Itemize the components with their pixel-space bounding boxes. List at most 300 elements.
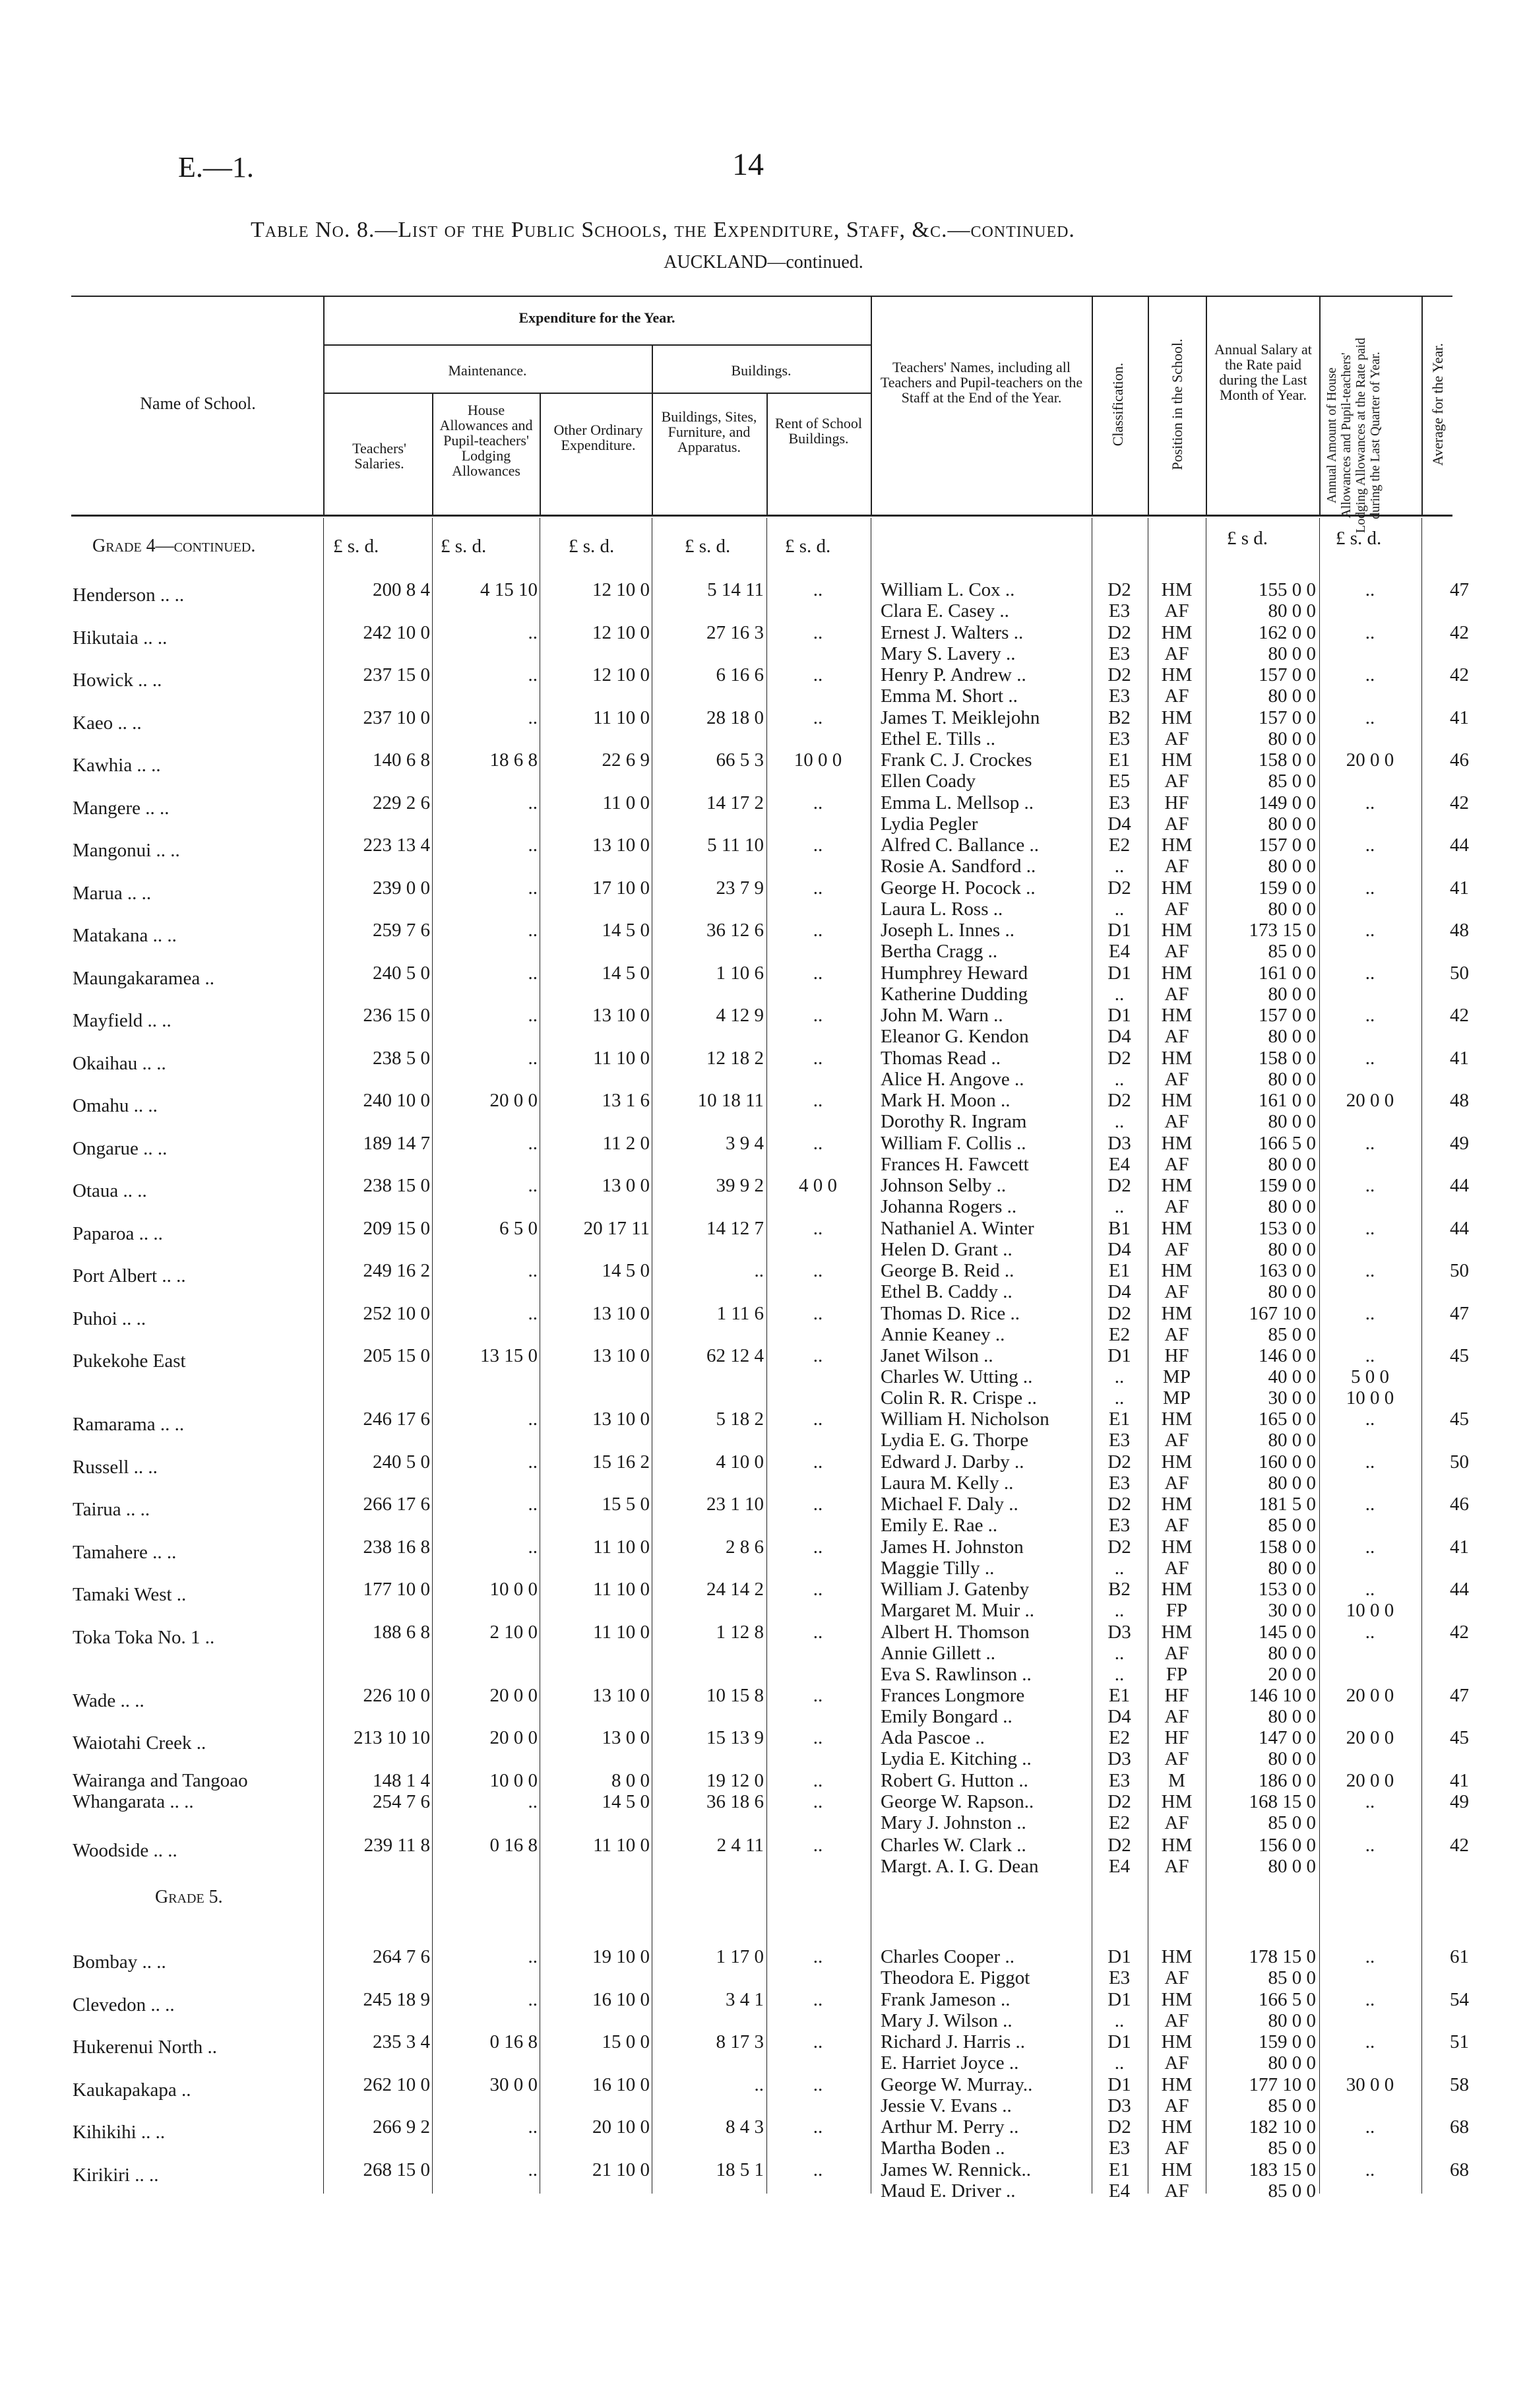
classification: D1: [1107, 920, 1131, 941]
house-allowances: ..: [528, 1005, 538, 1026]
teacher-name: Martha Boden ..: [881, 2138, 1005, 2159]
teachers-salaries: 236 15 0: [363, 1005, 430, 1026]
house-allowances: 20 0 0: [489, 1090, 538, 1111]
annual-salary: 145 0 0: [1259, 1621, 1316, 1643]
position: AF: [1164, 1153, 1189, 1175]
classification: B1: [1108, 1217, 1131, 1239]
annual-salary: 182 10 0: [1249, 2116, 1316, 2138]
teachers-salaries: 188 6 8: [373, 1621, 430, 1643]
teacher-name: William F. Collis ..: [881, 1132, 1026, 1154]
teacher-name: Emma L. Mellsop ..: [881, 792, 1034, 813]
classification: D3: [1107, 2095, 1131, 2116]
school-name: Kawhia .. ..: [73, 755, 161, 776]
annual-allowance: ..: [1365, 962, 1375, 984]
rent: ..: [813, 1946, 823, 1967]
unit-allowances: £ s. d.: [1336, 528, 1382, 549]
annual-salary: 80 0 0: [1268, 1472, 1316, 1494]
house-allowances: ..: [528, 1536, 538, 1558]
teacher-name: Rosie A. Sandford ..: [881, 856, 1036, 877]
average-attendance: 44: [1450, 835, 1469, 856]
rent: ..: [813, 1790, 823, 1812]
classification: E3: [1108, 1515, 1131, 1536]
annual-allowance: ..: [1365, 1217, 1375, 1239]
teacher-name: Frances Longmore: [881, 1684, 1025, 1706]
teachers-salaries: 246 17 6: [363, 1409, 430, 1430]
teacher-name: Annie Keaney ..: [881, 1323, 1005, 1345]
other-expenditure: 11 2 0: [602, 1132, 650, 1154]
teacher-name: Emily E. Rae ..: [881, 1515, 998, 1536]
annual-allowance: ..: [1365, 621, 1375, 643]
position: HF: [1164, 1684, 1189, 1706]
rent: ..: [813, 835, 823, 856]
other-expenditure: 13 10 0: [592, 835, 650, 856]
teachers-salaries: 209 15 0: [363, 1217, 430, 1239]
teacher-name: Nathaniel A. Winter: [881, 1217, 1034, 1239]
other-expenditure: 13 0 0: [602, 1727, 650, 1748]
annual-allowance: ..: [1365, 1790, 1375, 1812]
position: MP: [1163, 1387, 1191, 1409]
classification: D3: [1107, 1748, 1131, 1769]
classification: D4: [1107, 1026, 1131, 1047]
classification: ..: [1114, 856, 1125, 877]
school-name: Kaukapakapa ..: [73, 2079, 191, 2101]
other-expenditure: 14 5 0: [602, 962, 650, 984]
classification: D2: [1107, 1302, 1131, 1324]
teachers-salaries: 148 1 4: [373, 1769, 430, 1791]
rent: ..: [813, 2116, 823, 2138]
position: HM: [1161, 1451, 1193, 1473]
annual-allowance: ..: [1365, 1579, 1375, 1600]
other-expenditure: 14 5 0: [602, 1790, 650, 1812]
teacher-name: James W. Rennick..: [881, 2159, 1031, 2180]
classification: E2: [1108, 1727, 1131, 1748]
rent: ..: [813, 1494, 823, 1515]
annual-allowance: ..: [1365, 1621, 1375, 1643]
buildings-expenditure: ..: [754, 1260, 764, 1281]
buildings-expenditure: 19 12 0: [706, 1769, 764, 1791]
house-allowances: ..: [528, 707, 538, 728]
annual-salary: 30 0 0: [1268, 1600, 1316, 1621]
rent: ..: [813, 1451, 823, 1473]
position: HM: [1161, 920, 1193, 941]
annual-allowance: ..: [1365, 1494, 1375, 1515]
classification: D2: [1107, 2116, 1131, 2138]
teachers-salaries: 226 10 0: [363, 1684, 430, 1706]
classification: D1: [1107, 1345, 1131, 1366]
rent: ..: [813, 1684, 823, 1706]
teacher-name: Richard J. Harris ..: [881, 2031, 1026, 2052]
annual-salary: 166 5 0: [1259, 1988, 1316, 2010]
school-name: Tamaki West ..: [73, 1584, 187, 1605]
annual-allowance: 30 0 0: [1346, 2074, 1394, 2095]
other-expenditure: 11 10 0: [593, 1579, 650, 1600]
teachers-salaries: 238 15 0: [363, 1175, 430, 1196]
house-allowances: ..: [528, 1260, 538, 1281]
rent: ..: [813, 1727, 823, 1748]
col-house-allowances: House Allowances and Pupil-teachers' Lodging Allowances: [439, 402, 533, 480]
classification: E3: [1108, 1967, 1131, 1988]
annual-salary: 162 0 0: [1259, 621, 1316, 643]
position: HM: [1161, 877, 1193, 899]
other-expenditure: 17 10 0: [592, 877, 650, 899]
average-attendance: 44: [1450, 1579, 1469, 1600]
position: HM: [1161, 579, 1193, 600]
rent: ..: [813, 621, 823, 643]
buildings-expenditure: 1 12 8: [716, 1621, 764, 1643]
average-attendance: 42: [1450, 1834, 1469, 1856]
average-attendance: 42: [1450, 621, 1469, 643]
house-allowances: ..: [528, 621, 538, 643]
other-expenditure: 12 10 0: [592, 664, 650, 685]
position: HM: [1161, 2031, 1193, 2052]
buildings-expenditure: 27 16 3: [706, 621, 764, 643]
position: AF: [1164, 2095, 1189, 2116]
classification: B2: [1108, 1579, 1131, 1600]
teachers-salaries: 200 8 4: [373, 579, 430, 600]
position: AF: [1164, 1557, 1189, 1579]
average-attendance: 58: [1450, 2074, 1469, 2095]
annual-salary: 165 0 0: [1259, 1409, 1316, 1430]
annual-allowance: ..: [1365, 1302, 1375, 1324]
page-ref: E.—1.: [178, 151, 254, 183]
buildings-expenditure: 66 5 3: [716, 749, 764, 771]
house-allowances: ..: [528, 1988, 538, 2010]
rent: ..: [813, 1988, 823, 2010]
other-expenditure: 15 16 2: [592, 1451, 650, 1473]
other-expenditure: 22 6 9: [602, 749, 650, 771]
classification: D2: [1107, 1536, 1131, 1558]
teacher-name: Eva S. Rawlinson ..: [881, 1663, 1032, 1685]
classification: E3: [1108, 792, 1131, 813]
buildings-expenditure: 39 9 2: [716, 1175, 764, 1196]
annual-salary: 80 0 0: [1268, 1557, 1316, 1579]
teacher-name: Bertha Cragg ..: [881, 941, 998, 962]
position: AF: [1164, 2180, 1189, 2202]
average-attendance: 41: [1450, 1769, 1469, 1791]
teacher-name: E. Harriet Joyce ..: [881, 2052, 1019, 2074]
school-name: Bombay .. ..: [73, 1951, 166, 1973]
rent: ..: [813, 2074, 823, 2095]
position: AF: [1164, 728, 1189, 749]
other-expenditure: 13 10 0: [592, 1684, 650, 1706]
school-name: Mangonui .. ..: [73, 840, 180, 861]
col-teachers-names: Teachers' Names, including all Teachers and Pupil-teachers on the Staff at the End of the Year.: [880, 359, 1083, 406]
position: HM: [1161, 1090, 1193, 1111]
house-allowances: ..: [528, 835, 538, 856]
classification: D2: [1107, 1790, 1131, 1812]
classification: ..: [1114, 1557, 1125, 1579]
teacher-name: Arthur M. Perry ..: [881, 2116, 1019, 2138]
col-annual-salary: Annual Salary at the Rate paid during the Last Month of Year.: [1214, 341, 1312, 404]
school-name: Woodside .. ..: [73, 1839, 177, 1861]
teacher-name: Johnson Selby ..: [881, 1175, 1007, 1196]
annual-allowance: ..: [1365, 2116, 1375, 2138]
teachers-salaries: 238 16 8: [363, 1536, 430, 1558]
average-attendance: 50: [1450, 1260, 1469, 1281]
position: AF: [1164, 1238, 1189, 1260]
teacher-name: Annie Gillett ..: [881, 1642, 995, 1664]
other-expenditure: 14 5 0: [602, 920, 650, 941]
position: AF: [1164, 1855, 1189, 1877]
average-attendance: 48: [1450, 920, 1469, 941]
average-attendance: 47: [1450, 1302, 1469, 1324]
grade5-label: Grade 5.: [155, 1887, 223, 1907]
annual-salary: 147 0 0: [1259, 1727, 1316, 1748]
annual-salary: 157 0 0: [1259, 664, 1316, 685]
average-attendance: 45: [1450, 1727, 1469, 1748]
position: HF: [1164, 1345, 1189, 1366]
average-attendance: 41: [1450, 877, 1469, 899]
annual-allowance: ..: [1365, 2031, 1375, 2052]
col-position: Position in the School.: [1169, 338, 1185, 470]
classification: E4: [1108, 2180, 1131, 2202]
buildings-expenditure: 5 18 2: [716, 1409, 764, 1430]
house-allowances: 20 0 0: [489, 1684, 538, 1706]
house-allowances: ..: [528, 2159, 538, 2180]
position: AF: [1164, 600, 1189, 621]
classification: E4: [1108, 941, 1131, 962]
buildings-expenditure: 23 7 9: [716, 877, 764, 899]
teacher-name: John M. Warn ..: [881, 1005, 1003, 1026]
annual-salary: 149 0 0: [1259, 792, 1316, 813]
annual-salary: 163 0 0: [1259, 1260, 1316, 1281]
average-attendance: 41: [1450, 707, 1469, 728]
annual-salary: 80 0 0: [1268, 2010, 1316, 2031]
teacher-name: Laura M. Kelly ..: [881, 1472, 1014, 1494]
school-name: Henderson .. ..: [73, 585, 185, 606]
classification: D3: [1107, 1621, 1131, 1643]
classification: ..: [1114, 2052, 1125, 2074]
teachers-salaries: 266 9 2: [373, 2116, 430, 2138]
other-expenditure: 15 0 0: [602, 2031, 650, 2052]
classification: ..: [1114, 1642, 1125, 1664]
average-attendance: 51: [1450, 2031, 1469, 2052]
annual-salary: 80 0 0: [1268, 643, 1316, 664]
other-expenditure: 14 5 0: [602, 1260, 650, 1281]
classification: E4: [1108, 1153, 1131, 1175]
classification: E3: [1108, 728, 1131, 749]
position: HM: [1161, 621, 1193, 643]
other-expenditure: 11 0 0: [602, 792, 650, 813]
annual-salary: 173 15 0: [1249, 920, 1316, 941]
house-allowances: ..: [528, 1494, 538, 1515]
classification: E3: [1108, 1769, 1131, 1791]
annual-salary: 159 0 0: [1259, 1175, 1316, 1196]
position: HM: [1161, 2159, 1193, 2180]
teacher-name: Theodora E. Piggot: [881, 1967, 1030, 1988]
position: AF: [1164, 813, 1189, 835]
rent: ..: [813, 1579, 823, 1600]
position: HM: [1161, 835, 1193, 856]
teacher-name: Edward J. Darby ..: [881, 1451, 1024, 1473]
teacher-name: Albert H. Thomson: [881, 1621, 1030, 1643]
annual-salary: 158 0 0: [1259, 1047, 1316, 1069]
classification: E2: [1108, 1812, 1131, 1833]
buildings-expenditure: 23 1 10: [706, 1494, 764, 1515]
rent: ..: [813, 1260, 823, 1281]
classification: ..: [1114, 1387, 1125, 1409]
header-bottom-rule: [71, 515, 1452, 517]
position: AF: [1164, 1967, 1189, 1988]
position: HM: [1161, 1260, 1193, 1281]
annual-allowance: 10 0 0: [1346, 1387, 1394, 1409]
classification: E3: [1108, 600, 1131, 621]
rent: ..: [813, 2031, 823, 2052]
annual-salary: 80 0 0: [1268, 1196, 1316, 1217]
other-expenditure: 11 10 0: [593, 1621, 650, 1643]
teacher-name: Michael F. Daly ..: [881, 1494, 1018, 1515]
position: AF: [1164, 1068, 1189, 1090]
position: HM: [1161, 1834, 1193, 1856]
other-expenditure: 16 10 0: [592, 2074, 650, 2095]
annual-allowance: ..: [1365, 2159, 1375, 2180]
teacher-name: William L. Cox ..: [881, 579, 1015, 600]
teacher-name: Charles W. Clark ..: [881, 1834, 1026, 1856]
position: HM: [1161, 2074, 1193, 2095]
col-buildings: Buildings.: [731, 362, 792, 379]
annual-salary: 80 0 0: [1268, 1111, 1316, 1132]
teacher-name: Charles W. Utting ..: [881, 1366, 1033, 1387]
teachers-salaries: 177 10 0: [363, 1579, 430, 1600]
buildings-expenditure: 62 12 4: [706, 1345, 764, 1366]
buildings-expenditure: 1 17 0: [716, 1946, 764, 1967]
school-name: Omahu .. ..: [73, 1095, 158, 1116]
annual-salary: 80 0 0: [1268, 1855, 1316, 1877]
position: AF: [1164, 643, 1189, 664]
teacher-name: Jessie V. Evans ..: [881, 2095, 1012, 2116]
classification: D4: [1107, 1238, 1131, 1260]
header-top-rule: [71, 296, 1452, 297]
rent: ..: [813, 1769, 823, 1791]
unit-house: £ s. d.: [441, 536, 487, 557]
teachers-salaries: 239 0 0: [373, 877, 430, 899]
annual-allowance: ..: [1365, 1946, 1375, 1967]
other-expenditure: 19 10 0: [592, 1946, 650, 1967]
position: AF: [1164, 1812, 1189, 1833]
rent: ..: [813, 1409, 823, 1430]
teachers-salaries: 140 6 8: [373, 749, 430, 771]
annual-salary: 166 5 0: [1259, 1132, 1316, 1154]
teacher-name: Laura L. Ross ..: [881, 898, 1003, 920]
house-allowances: ..: [528, 1175, 538, 1196]
classification: E4: [1108, 1855, 1131, 1877]
other-expenditure: 13 1 6: [602, 1090, 650, 1111]
school-name: Otaua .. ..: [73, 1180, 147, 1201]
buildings-expenditure: 1 10 6: [716, 962, 764, 984]
position: HM: [1161, 1579, 1193, 1600]
annual-salary: 181 5 0: [1259, 1494, 1316, 1515]
col-maintenance: Maintenance.: [448, 362, 527, 379]
school-name: Wairanga and Tangoao: [73, 1769, 248, 1791]
classification: E3: [1108, 1430, 1131, 1451]
annual-salary: 85 0 0: [1268, 2138, 1316, 2159]
teachers-salaries: 237 10 0: [363, 707, 430, 728]
classification: ..: [1114, 1366, 1125, 1387]
annual-allowance: ..: [1365, 920, 1375, 941]
position: HM: [1161, 1409, 1193, 1430]
annual-allowance: 20 0 0: [1346, 749, 1394, 771]
average-attendance: 54: [1450, 1988, 1469, 2010]
annual-salary: 80 0 0: [1268, 2052, 1316, 2074]
average-attendance: 45: [1450, 1345, 1469, 1366]
buildings-expenditure: 36 18 6: [706, 1790, 764, 1812]
classification: D2: [1107, 1047, 1131, 1069]
house-allowances: 4 15 10: [480, 579, 538, 600]
school-name: Ongarue .. ..: [73, 1137, 168, 1159]
teacher-name: Helen D. Grant ..: [881, 1238, 1013, 1260]
rent: ..: [813, 579, 823, 600]
buildings-expenditure: 3 4 1: [726, 1988, 764, 2010]
average-attendance: 49: [1450, 1790, 1469, 1812]
teacher-name: Lydia E. Kitching ..: [881, 1748, 1032, 1769]
buildings-expenditure: 24 14 2: [706, 1579, 764, 1600]
teachers-salaries: 205 15 0: [363, 1345, 430, 1366]
position: AF: [1164, 2052, 1189, 2074]
annual-salary: 183 15 0: [1249, 2159, 1316, 2180]
unit-other: £ s. d.: [569, 536, 615, 557]
position: HM: [1161, 1047, 1193, 1069]
average-attendance: 50: [1450, 1451, 1469, 1473]
position: HM: [1161, 664, 1193, 685]
buildings-expenditure: 14 17 2: [706, 792, 764, 813]
teachers-salaries: 264 7 6: [373, 1946, 430, 1967]
teacher-name: Alice H. Angove ..: [881, 1068, 1024, 1090]
annual-salary: 80 0 0: [1268, 600, 1316, 621]
average-attendance: 44: [1450, 1175, 1469, 1196]
house-allowances: ..: [528, 664, 538, 685]
teacher-name: Ernest J. Walters ..: [881, 621, 1024, 643]
school-name: Hikutaia .. ..: [73, 627, 168, 649]
classification: E2: [1108, 1323, 1131, 1345]
buildings-expenditure: 2 4 11: [716, 1834, 764, 1856]
school-name: Waiotahi Creek ..: [73, 1732, 206, 1754]
annual-salary: 168 15 0: [1249, 1790, 1316, 1812]
average-attendance: 61: [1450, 1946, 1469, 1967]
annual-allowance: ..: [1365, 664, 1375, 685]
position: AF: [1164, 1430, 1189, 1451]
annual-salary: 80 0 0: [1268, 813, 1316, 835]
classification: D4: [1107, 813, 1131, 835]
other-expenditure: 20 10 0: [592, 2116, 650, 2138]
position: AF: [1164, 1472, 1189, 1494]
position: HF: [1164, 792, 1189, 813]
position: AF: [1164, 1323, 1189, 1345]
teacher-name: William H. Nicholson: [881, 1409, 1049, 1430]
classification: D1: [1107, 2031, 1131, 2052]
annual-salary: 80 0 0: [1268, 1430, 1316, 1451]
teachers-salaries: 237 15 0: [363, 664, 430, 685]
annual-salary: 80 0 0: [1268, 685, 1316, 707]
position: FP: [1166, 1600, 1188, 1621]
teacher-name: Mary S. Lavery ..: [881, 643, 1016, 664]
position: AF: [1164, 1111, 1189, 1132]
school-name: Mangere .. ..: [73, 797, 170, 819]
other-expenditure: 13 10 0: [592, 1345, 650, 1366]
position: M: [1168, 1769, 1185, 1791]
position: AF: [1164, 898, 1189, 920]
annual-allowance: 10 0 0: [1346, 1600, 1394, 1621]
rent: ..: [813, 792, 823, 813]
rent: 10 0 0: [794, 749, 842, 771]
position: AF: [1164, 2138, 1189, 2159]
classification: ..: [1114, 1068, 1125, 1090]
school-name: Whangarata .. ..: [73, 1790, 194, 1812]
col-teachers-salaries: Teachers' Salaries.: [352, 440, 406, 472]
position: HF: [1164, 1727, 1189, 1748]
annual-salary: 85 0 0: [1268, 941, 1316, 962]
teacher-name: Ethel B. Caddy ..: [881, 1281, 1013, 1302]
position: HM: [1161, 1132, 1193, 1154]
